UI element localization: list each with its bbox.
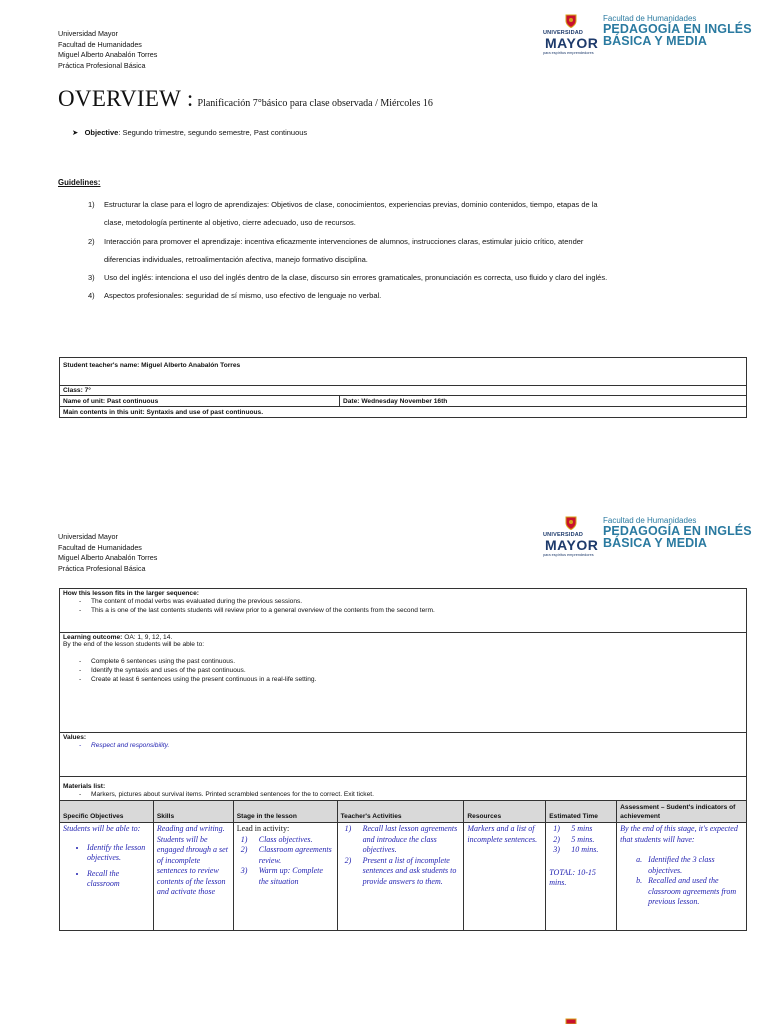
logo-faculty: Facultad de Humanidades — [603, 14, 697, 23]
estimated-time-cell — [546, 823, 617, 931]
logo-program-line2: BÁSICA Y MEDIA — [603, 536, 707, 550]
list-item: - Markers, pictures about survival items. Printed scrambled sentences for the to correct. Exit ticket. — [63, 790, 743, 799]
logo-program-line2: BÁSICA Y MEDIA — [603, 34, 707, 48]
assessment-cell — [617, 823, 747, 931]
institution-line: Facultad de Humanidades — [58, 542, 142, 552]
lesson-plan-table — [59, 588, 747, 931]
learning-intro: By the end of the lesson students will be able to: — [63, 641, 205, 648]
logo-university-big: MAYOR — [545, 35, 599, 51]
list-item: 2) 5 mins. — [553, 834, 595, 844]
arrow-bullet-icon: ➤ — [72, 128, 79, 137]
skills-cell: Reading and writing. Students will be engaged through a set of incomplete sentences to review contents of the lesson and activate those — [153, 823, 233, 931]
student-teacher-name: Student teacher's name: Miguel Alberto Anabalón Torres — [63, 362, 241, 369]
class-label: Class: 7° — [63, 387, 91, 394]
guideline-number: 2) — [88, 237, 95, 246]
objectives-intro: Students will be able to: — [63, 824, 141, 834]
column-header: Assessment – Sudent's indicators of achievement — [617, 801, 747, 823]
logo-faculty: Facultad de Humanidades — [603, 516, 697, 525]
column-header: Teacher's Activities — [337, 801, 464, 823]
list-item: • Recall the classroom — [87, 869, 150, 890]
list-item: 1) 5 mins — [553, 824, 593, 834]
list-item: - Complete 6 sentences using the past continuous. — [63, 657, 743, 666]
logo-tagline: para espíritus emprendedores — [543, 553, 594, 557]
logo-university-small: UNIVERSIDAD — [543, 532, 584, 538]
guideline-text: Aspectos profesionales: seguridad de sí mismo, uso efectivo de lenguaje no verbal. — [104, 291, 382, 300]
list-item: 2) Present a list of incomplete sentences and ask students to provide answers to them. — [344, 855, 457, 886]
guideline-text: clase, metodología pertinente al objetivo, cierre adecuado, uso de recursos. — [104, 218, 356, 227]
learning-outcome-codes: OA: 1, 9, 12, 14. — [124, 634, 173, 641]
list-item: - Create at least 6 sentences using the present continuous in a real-life setting. — [63, 675, 743, 684]
assessment-intro: By the end of this stage, it's expected that students will have: — [620, 824, 738, 844]
university-logo — [543, 516, 752, 562]
column-header: Skills — [153, 801, 233, 823]
guideline-text: Estructurar la clase para el logro de aprendizajes: Objetivos de clase, conocimientos, experiencias previas, dominio contenidos, tiempo, etapas de la — [104, 200, 598, 209]
overview-heading — [58, 86, 433, 112]
guideline-number: 4) — [88, 291, 95, 300]
institution-line: Práctica Profesional Básica — [58, 563, 146, 573]
guideline-text: Interacción para promover el aprendizaje: incentiva eficazmente intervenciones de alumnos, instrucciones claras, estimular juicio crítico, atender — [104, 237, 584, 246]
objective-text: : Segundo trimestre, segundo semestre, Past continuous — [118, 128, 308, 137]
institution-line: Miguel Alberto Anabalón Torres — [58, 553, 158, 563]
institution-header — [58, 29, 157, 71]
lesson-date: Date: Wednesday November 16th — [343, 397, 448, 405]
institution-line: Miguel Alberto Anabalón Torres — [58, 50, 158, 60]
list-item: - This a is one of the last contents students will review prior to a general overview of the contents from the second term. — [63, 606, 743, 615]
student-info-table — [59, 357, 747, 418]
list-item: a. Identified the 3 class objectives. — [636, 855, 715, 875]
list-item: 1) Recall last lesson agreements and introduce the class objectives. — [344, 824, 458, 855]
learning-outcome-section — [60, 633, 747, 733]
list-item: - Identify the syntaxis and uses of the past continuous. — [63, 666, 743, 675]
values-section — [60, 733, 747, 777]
guideline-item — [88, 269, 728, 287]
sequence-title: How this lesson fits in the larger sequence: — [63, 590, 199, 597]
unit-name: Name of unit: Past continuous — [63, 397, 159, 405]
column-header: Resources — [464, 801, 546, 823]
materials-label: Materials list: — [63, 783, 106, 790]
activities-cell — [337, 823, 464, 931]
list-item: b. Recalled and used the classroom agreements from previous lesson. — [636, 876, 737, 907]
list-item: - Respect and responsibility. — [63, 741, 743, 750]
specific-objectives-cell — [60, 823, 154, 931]
column-header: Stage in the lesson — [233, 801, 337, 823]
sequence-section — [60, 589, 747, 633]
list-item: • Identify the lesson objectives. — [87, 843, 150, 864]
logo-program-line1: PEDAGOGÍA EN INGLÉS — [603, 524, 752, 538]
overview-title: OVERVIEW : — [58, 86, 194, 111]
values-label: Values: — [63, 734, 87, 741]
logo-university-small: UNIVERSIDAD — [543, 30, 584, 36]
guideline-item — [88, 287, 728, 305]
guideline-item — [88, 196, 728, 232]
institution-line: Universidad Mayor — [58, 29, 118, 38]
resources-cell: Markers and a list of incomplete sentences. — [464, 823, 546, 931]
institution-line: Facultad de Humanidades — [58, 39, 142, 49]
main-contents: Main contents in this unit: Syntaxis and use of past continuous. — [63, 408, 264, 416]
list-item: 3) 10 mins. — [553, 845, 599, 855]
list-item: - The content of modal verbs was evaluated during the previous sessions. — [63, 597, 743, 606]
stage-title: Lead in activity: — [236, 824, 290, 834]
guidelines-title: Guidelines: — [58, 178, 101, 187]
list-item: 2) Classroom agreements review. — [240, 845, 332, 865]
logo-program-line1: PEDAGOGÍA EN INGLÉS — [603, 22, 752, 36]
logo-tagline: para espíritus emprendedores — [543, 51, 594, 55]
university-crest-icon — [565, 14, 577, 28]
column-header: Estimated Time — [546, 801, 617, 823]
objective-line — [72, 128, 307, 137]
objective-label: Objective — [84, 128, 119, 137]
institution-line: Práctica Profesional Básica — [58, 60, 146, 70]
guideline-text: Uso del inglés: intenciona el uso del inglés dentro de la clase, discurso sin errores gramaticales, pronunciación es correcta, uso fluido y claro del inglés. — [104, 273, 608, 282]
stage-cell — [233, 823, 337, 931]
time-total: TOTAL: 10-15 mins. — [549, 867, 596, 888]
guideline-number: 1) — [88, 200, 95, 209]
university-logo — [543, 14, 752, 60]
guideline-item — [88, 233, 728, 269]
column-header: Specific Objectives — [60, 801, 154, 823]
logo-university-big: MAYOR — [545, 537, 599, 553]
institution-line: Universidad Mayor — [58, 532, 118, 541]
list-item: 3) Warm up: Complete the situation — [240, 866, 323, 886]
guideline-text: diferencias individuales, retroalimentación afectiva, manejo formativo disciplina. — [104, 255, 368, 264]
university-crest-icon — [565, 1018, 577, 1024]
guideline-number: 3) — [88, 273, 95, 282]
list-item: 1) Class objectives. — [240, 834, 313, 844]
materials-section — [60, 777, 747, 801]
university-crest-icon — [565, 516, 577, 530]
learning-outcome-label: Learning outcome: — [63, 634, 123, 641]
institution-header — [58, 532, 157, 574]
overview-subtitle: Planificación 7°básico para clase observada / Miércoles 16 — [197, 98, 433, 109]
